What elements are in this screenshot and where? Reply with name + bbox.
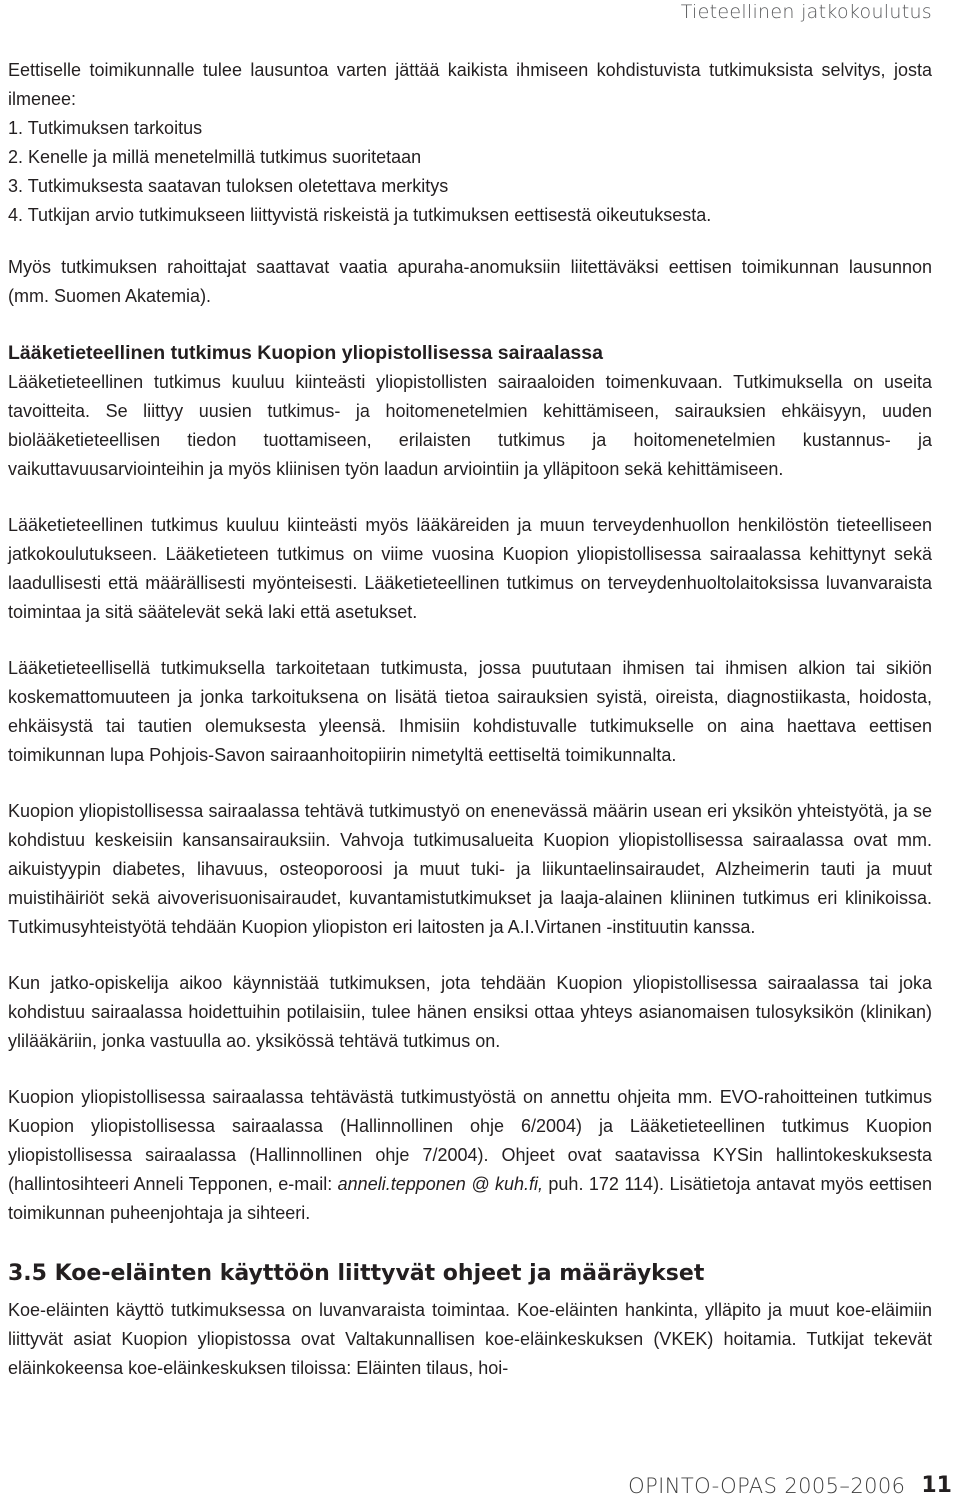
- paragraph: Lääketieteellinen tutkimus kuuluu kiinteästi myös lääkäreiden ja muun terveydenhuollon henkilöstön tieteelliseen jatkokoulutukseen. Lääketieteen tutkimus on viime vuosina Kuopion yliopistollisessa sairaalassa kehittynyt sekä laadullisesti että määrällisesti myönteisesti. Lääketieteellinen tutkimus on terveydenhuoltolaitoksissa luvanvaraista toimintaa ja sitä säätelevät sekä laki että asetukset.: [8, 515, 932, 622]
- paragraph: Kun jatko-opiskelija aikoo käynnistää tutkimuksen, jota tehdään Kuopion yliopistollisessa sairaalassa tai joka kohdistuu sairaalassa hoidettuihin potilaisiin, tulee hänen ensiksi ottaa yhteys asianomaisen tulosyksikön (klinikan) ylilääkäriin, jonka vastuulla ao. yksikössä tehtävä tutkimus on.: [8, 973, 932, 1051]
- subsection-heading: Lääketieteellinen tutkimus Kuopion yliopistollisessa sairaalassa: [8, 342, 603, 364]
- intro-lead: Eettiselle toimikunnalle tulee lausuntoa varten jättää kaikista ihmiseen kohdistuvista tutkimuksista selvitys, josta ilmenee:: [8, 60, 932, 109]
- guidelines-text-end: puh. 172 114). Lisätietoja antavat myös eettisen toimikunnan puheenjohtaja ja sihteeri.: [8, 1174, 932, 1223]
- list-item: 1. Tutkimuksen tarkoitus: [8, 118, 203, 138]
- publication-title: OPINTO-OPAS 2005–2006: [628, 1473, 906, 1498]
- paragraph: Kuopion yliopistollisessa sairaalassa tehtävä tutkimustyö on enenevässä määrin usean eri yksikön yhteistyötä, ja se kohdistuu keskeisiin kansansairauksiin. Vahvoja tutkimusalueita Kuopion yliopistollisessa sairaalassa ovat mm. aikuistyypin diabetes, lihavuus, osteoporoosi ja muut tuki- ja liikuntaelinsairaudet, Alzheimerin tauti ja muut muistihäiriöt sekä aivoverisuonisairaudet, kuvantamistutkimukset ja laaja-alainen kliininen tutkimus eri klinikoissa. Tutkimusyhteistyötä tehdään Kuopion yliopiston eri laitosten ja A.I.Virtanen -instituutin kanssa.: [8, 801, 932, 937]
- list-item: 2. Kenelle ja millä menetelmillä tutkimus suoritetaan: [8, 147, 422, 167]
- funders-note: Myös tutkimuksen rahoittajat saattavat vaatia apuraha-anomuksiin liitettäväksi eettisen toimikunnan lausunnon (mm. Suomen Akatemia).: [8, 257, 932, 306]
- paragraph: Lääketieteellisellä tutkimuksella tarkoitetaan tutkimusta, jossa puututaan ihmisen tai ihmisen alkion tai sikiön koskemattomuuteen ja jonka tarkoituksena on lisätä tietoa sairauksien syistä, oireista, diagnostiikasta, hoidosta, ehkäisystä tai tautien olemuksesta yleensä. Ihmisiin kohdistuvalle tutkimukselle on aina haettava eettisen toimikunnan lupa Pohjois-Savon sairaanhoitopiirin nimetyltä eettiseltä toimikunnalta.: [8, 658, 932, 765]
- guidelines-text: Kuopion yliopistollisessa sairaalassa tehtävästä tutkimustyöstä on annettu ohjeita mm. EVO-rahoitteinen tutkimus Kuopion yliopistollisessa sairaalassa (Hallinnollinen ohje 6/2004) ja Lääketieteellinen tutkimus Kuopion yliopistollisessa sairaalassa (Hallinnollinen ohje 7/2004). Ohjeet ovat saatavissa KYSin hallintokeskuksesta (hallintosihteeri Anneli Tepponen, e-mail:: [8, 1087, 932, 1194]
- paragraph: Lääketieteellinen tutkimus kuuluu kiinteästi yliopistollisten sairaaloiden toimenkuvaan. Tutkimuksella on useita tavoitteita. Se liittyy uusien tutkimus- ja hoitomenetelmien kehittämiseen, sairauksien ehkäisyyn, uuden biolääketieteellisen tiedon tuottamiseen, erilaisten tutkimus ja hoitomenetelmien kustannus- ja vaikuttavuusarviointeihin ja myös kliinisen työn laadun arviointiin ja ylläpitoon sekä kehittämiseen.: [8, 372, 932, 479]
- guidelines-paragraph: [8, 1083, 932, 1228]
- page-number: 11: [921, 1473, 952, 1498]
- section-heading: 3.5 Koe-eläinten käyttöön liittyvät ohjeet ja määräykset: [8, 1261, 705, 1286]
- paragraph: Koe-eläinten käyttö tutkimuksessa on luvanvaraista toimintaa. Koe-eläinten hankinta, ylläpito ja muut koe-eläimiin liittyvät asiat Kuopion yliopistossa ovat Valtakunnallisen koe-eläinkeskuksen (VKEK) hoitamia. Tutkijat tekevät eläinkokeensa koe-eläinkeskuksen tiloissa: Eläinten tilaus, hoi-: [8, 1300, 932, 1378]
- list-item: 3. Tutkimuksesta saatavan tuloksen oletettava merkitys: [8, 176, 449, 196]
- running-header: Tieteellinen jatkokoulutus: [680, 1, 932, 23]
- list-item: 4. Tutkijan arvio tutkimukseen liittyvistä riskeistä ja tutkimuksen eettisestä oikeutuksesta.: [8, 205, 712, 225]
- page-footer: [628, 1473, 952, 1498]
- email-address: anneli.tepponen @ kuh.fi,: [337, 1174, 543, 1194]
- page-body: [8, 56, 932, 1383]
